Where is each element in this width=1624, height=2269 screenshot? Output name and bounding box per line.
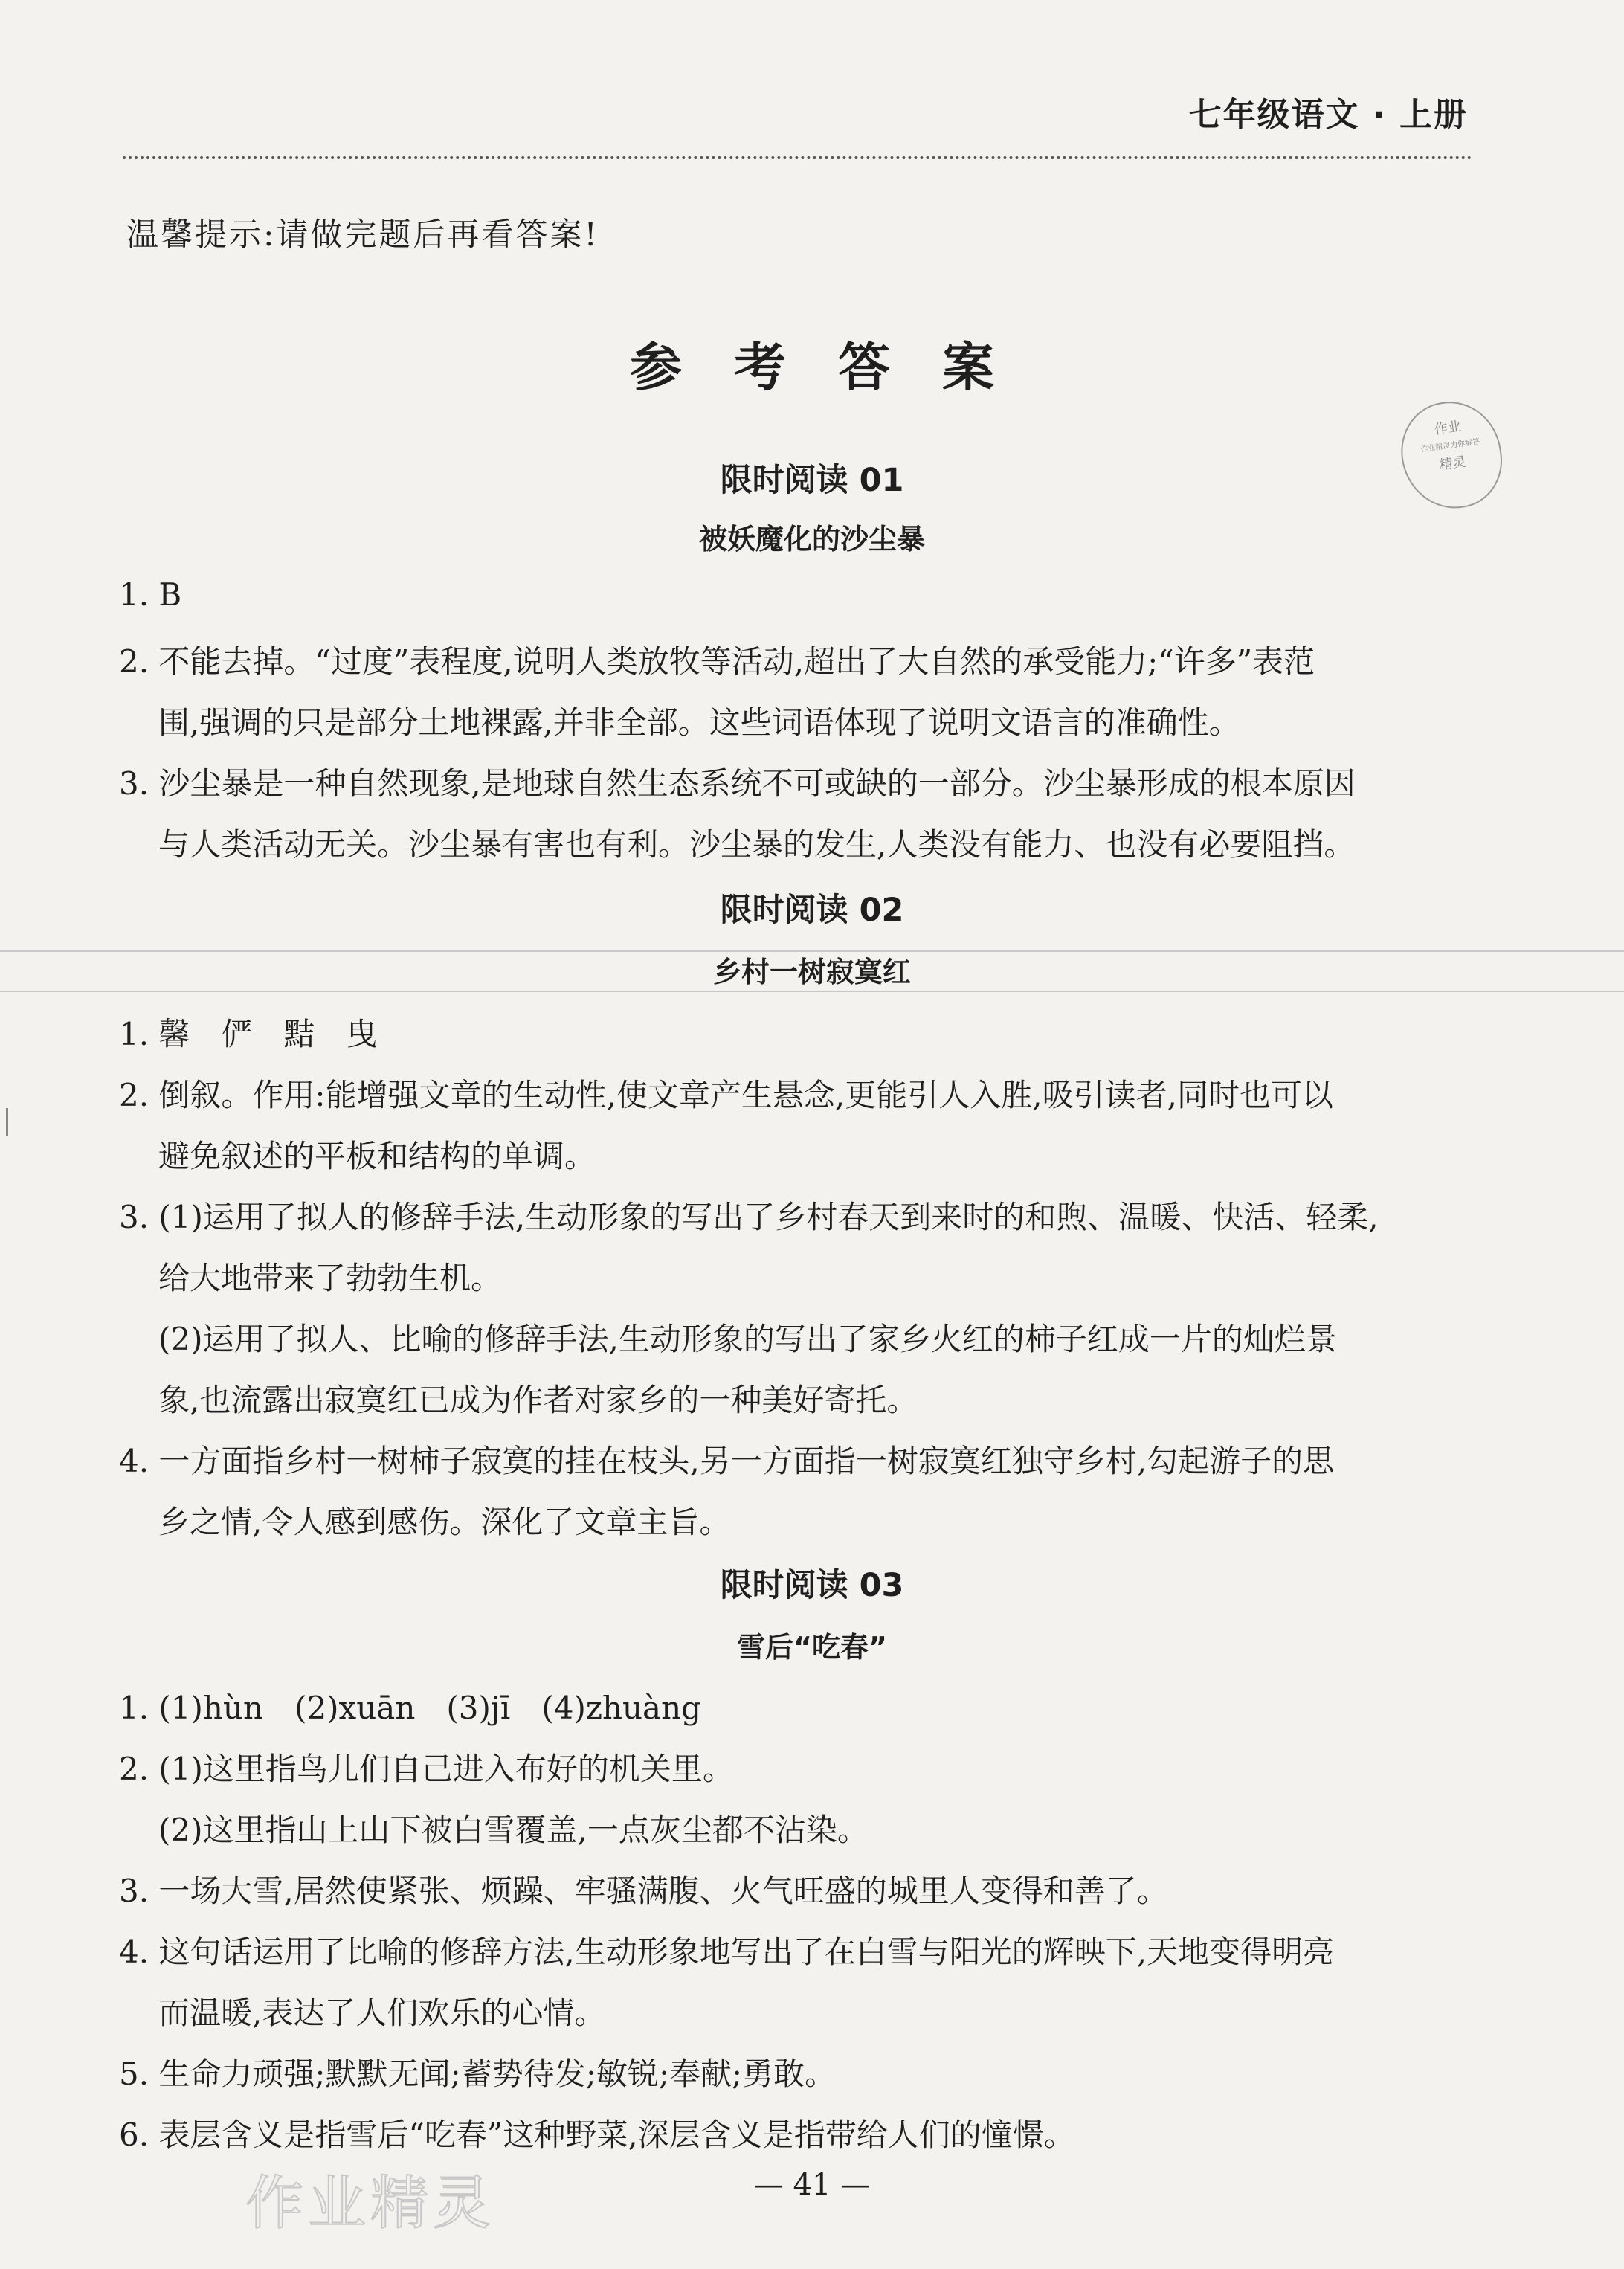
- answer-line: 3. 一场大雪,居然使紧张、烦躁、牢骚满腹、火气旺盛的城里人变得和善了。: [119, 1873, 1168, 1909]
- answer-line: 3. (1)运用了拟人的修辞手法,生动形象的写出了乡村春天到来时的和煦、温暖、快活、轻柔,: [119, 1199, 1379, 1235]
- answer-line: (2)这里指山上山下被白雪覆盖,一点灰尘都不沾染。: [158, 1812, 869, 1848]
- answer-line: 象,也流露出寂寞红已成为作者对家乡的一种美好寄托。: [158, 1382, 918, 1418]
- answer-line: 围,强调的只是部分土地裸露,并非全部。这些词语体现了说明文语言的准确性。: [158, 704, 1240, 741]
- page-number: — 41 —: [753, 2168, 871, 2202]
- section-heading: 限时阅读 03: [720, 1567, 904, 1604]
- section-heading: 限时阅读 01: [720, 462, 904, 499]
- header-dotted-divider: [123, 156, 1472, 159]
- answer-line: 避免叙述的平板和结构的单调。: [158, 1138, 596, 1174]
- section-subtitle: 乡村一树寂寞红: [712, 956, 911, 988]
- tip-text: 温馨提示:请做完题后再看答案!: [126, 216, 599, 254]
- scan-divider: [0, 991, 1624, 992]
- answer-line: 而温暖,表达了人们欢乐的心情。: [158, 1995, 606, 2031]
- answer-line: 4. 这句话运用了比喻的修辞方法,生动形象地写出了在白雪与阳光的辉映下,天地变得明亮: [119, 1934, 1335, 1970]
- answer-line: 2. 倒叙。作用:能增强文章的生动性,使文章产生悬念,更能引人入胜,吸引读者,同时也可以: [119, 1077, 1333, 1113]
- logo-stamp: 作业 作业精灵为你解答 精灵: [1395, 395, 1509, 515]
- answer-line: 4. 一方面指乡村一树柿子寂寞的挂在枝头,另一方面指一树寂寞红独守乡村,勾起游子的思: [119, 1443, 1335, 1479]
- section-subtitle: 被妖魔化的沙尘暴: [698, 523, 925, 556]
- answer-line: 给大地带来了勃勃生机。: [158, 1260, 503, 1296]
- answer-line: 2. (1)这里指鸟儿们自己进入布好的机关里。: [119, 1751, 734, 1787]
- scan-edge-mark: [6, 1108, 8, 1136]
- answer-line: 1. (1)hùn (2)xuān (3)jī (4)zhuàng: [119, 1690, 702, 1726]
- answer-line: 6. 表层含义是指雪后“吃春”这种野菜,深层含义是指带给人们的憧憬。: [119, 2117, 1075, 2153]
- answer-line: 2. 不能去掉。“过度”表程度,说明人类放牧等活动,超出了大自然的承受能力;“许多”表范: [119, 643, 1315, 680]
- answer-line: 5. 生命力顽强;默默无闻;蓄势待发;敏锐;奉献;勇敢。: [119, 2056, 837, 2092]
- section-heading: 限时阅读 02: [720, 892, 904, 929]
- answer-line: 3. 沙尘暴是一种自然现象,是地球自然生态系统不可或缺的一部分。沙尘暴形成的根本原因: [119, 765, 1356, 802]
- answer-line: (2)运用了拟人、比喻的修辞手法,生动形象的写出了家乡火红的柿子红成一片的灿烂景: [158, 1321, 1337, 1357]
- page-title: 参考答案: [630, 337, 1046, 398]
- answer-line: 乡之情,令人感到感伤。深化了文章主旨。: [158, 1504, 731, 1540]
- section-subtitle: 雪后“吃春”: [737, 1631, 887, 1664]
- answer-line: 1. 馨 俨 黠 曳: [119, 1016, 378, 1052]
- watermark-logo: 作业精灵: [245, 2170, 496, 2237]
- book-header: 七年级语文 · 上册: [1188, 96, 1468, 134]
- answer-line: 与人类活动无关。沙尘暴有害也有利。沙尘暴的发生,人类没有能力、也没有必要阻挡。: [158, 826, 1356, 863]
- answer-line: 1. B: [119, 576, 182, 613]
